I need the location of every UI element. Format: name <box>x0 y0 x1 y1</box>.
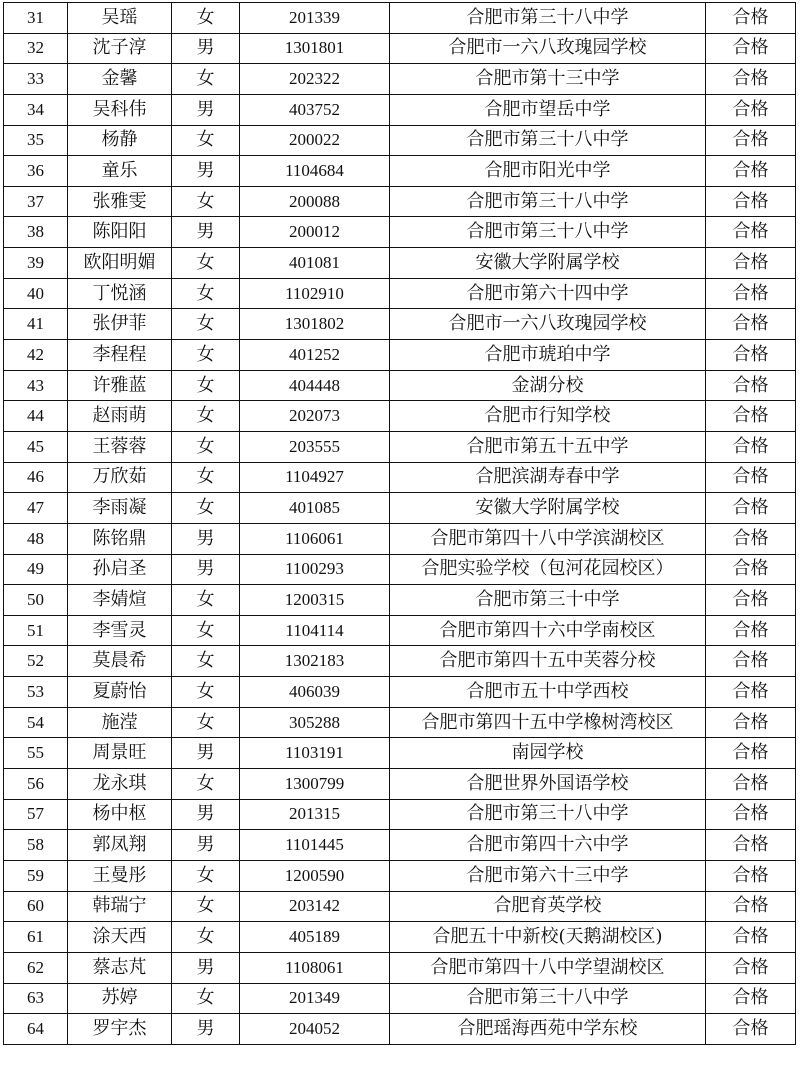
row-index-cell: 59 <box>4 860 68 891</box>
school-cell: 合肥市第三十八中学 <box>390 799 706 830</box>
school-cell: 合肥世界外国语学校 <box>390 769 706 800</box>
school-cell: 合肥瑶海西苑中学东校 <box>390 1014 706 1045</box>
student-id-cell: 200088 <box>240 186 390 217</box>
row-index-cell: 60 <box>4 891 68 922</box>
student-name-cell: 丁悦涵 <box>68 278 172 309</box>
student-name-cell: 陈阳阳 <box>68 217 172 248</box>
table-row <box>4 585 796 616</box>
result-cell: 合格 <box>706 799 796 830</box>
result-cell: 合格 <box>706 370 796 401</box>
student-id-cell: 1108061 <box>240 952 390 983</box>
school-cell: 合肥市行知学校 <box>390 401 706 432</box>
result-cell: 合格 <box>706 3 796 34</box>
result-cell: 合格 <box>706 952 796 983</box>
gender-cell: 女 <box>172 891 240 922</box>
row-index-cell: 62 <box>4 952 68 983</box>
result-cell: 合格 <box>706 860 796 891</box>
school-cell: 安徽大学附属学校 <box>390 493 706 524</box>
student-id-cell: 1301802 <box>240 309 390 340</box>
student-name-cell: 欧阳明媚 <box>68 248 172 279</box>
results-table <box>3 2 796 1045</box>
gender-cell: 女 <box>172 615 240 646</box>
student-name-cell: 张雅雯 <box>68 186 172 217</box>
table-row <box>4 125 796 156</box>
gender-cell: 男 <box>172 33 240 64</box>
school-cell: 合肥育英学校 <box>390 891 706 922</box>
row-index-cell: 43 <box>4 370 68 401</box>
student-name-cell: 陈铭鼎 <box>68 523 172 554</box>
table-row <box>4 186 796 217</box>
gender-cell: 女 <box>172 401 240 432</box>
table-row <box>4 462 796 493</box>
table-row <box>4 952 796 983</box>
student-id-cell: 202073 <box>240 401 390 432</box>
gender-cell: 女 <box>172 309 240 340</box>
student-id-cell: 204052 <box>240 1014 390 1045</box>
student-name-cell: 蔡志芃 <box>68 952 172 983</box>
row-index-cell: 36 <box>4 156 68 187</box>
student-id-cell: 1106061 <box>240 523 390 554</box>
table-row <box>4 738 796 769</box>
table-row <box>4 431 796 462</box>
school-cell: 合肥市第三十八中学 <box>390 3 706 34</box>
row-index-cell: 39 <box>4 248 68 279</box>
table-row <box>4 94 796 125</box>
student-name-cell: 杨中枢 <box>68 799 172 830</box>
school-cell: 合肥五十中新校(天鹅湖校区) <box>390 922 706 953</box>
gender-cell: 女 <box>172 922 240 953</box>
result-cell: 合格 <box>706 186 796 217</box>
gender-cell: 女 <box>172 3 240 34</box>
row-index-cell: 44 <box>4 401 68 432</box>
student-name-cell: 杨静 <box>68 125 172 156</box>
student-id-cell: 1300799 <box>240 769 390 800</box>
student-name-cell: 孙启圣 <box>68 554 172 585</box>
student-name-cell: 许雅蓝 <box>68 370 172 401</box>
student-id-cell: 1102910 <box>240 278 390 309</box>
student-name-cell: 苏婷 <box>68 983 172 1014</box>
row-index-cell: 57 <box>4 799 68 830</box>
row-index-cell: 47 <box>4 493 68 524</box>
student-id-cell: 401081 <box>240 248 390 279</box>
student-name-cell: 李雪灵 <box>68 615 172 646</box>
school-cell: 合肥市一六八玫瑰园学校 <box>390 33 706 64</box>
student-name-cell: 龙永琪 <box>68 769 172 800</box>
gender-cell: 男 <box>172 156 240 187</box>
table-row <box>4 156 796 187</box>
row-index-cell: 53 <box>4 677 68 708</box>
school-cell: 合肥市琥珀中学 <box>390 340 706 371</box>
table-row <box>4 891 796 922</box>
school-cell: 合肥市阳光中学 <box>390 156 706 187</box>
student-id-cell: 305288 <box>240 707 390 738</box>
student-name-cell: 莫晨希 <box>68 646 172 677</box>
gender-cell: 男 <box>172 952 240 983</box>
row-index-cell: 50 <box>4 585 68 616</box>
student-id-cell: 1104684 <box>240 156 390 187</box>
result-cell: 合格 <box>706 1014 796 1045</box>
row-index-cell: 51 <box>4 615 68 646</box>
result-cell: 合格 <box>706 983 796 1014</box>
result-cell: 合格 <box>706 156 796 187</box>
student-name-cell: 韩瑞宁 <box>68 891 172 922</box>
table-row <box>4 1014 796 1045</box>
gender-cell: 女 <box>172 248 240 279</box>
student-id-cell: 1100293 <box>240 554 390 585</box>
gender-cell: 女 <box>172 186 240 217</box>
school-cell: 合肥市第三十八中学 <box>390 983 706 1014</box>
school-cell: 合肥市第四十五中芙蓉分校 <box>390 646 706 677</box>
school-cell: 合肥市第六十四中学 <box>390 278 706 309</box>
gender-cell: 女 <box>172 462 240 493</box>
student-id-cell: 1200590 <box>240 860 390 891</box>
table-row <box>4 493 796 524</box>
gender-cell: 女 <box>172 493 240 524</box>
student-id-cell: 1200315 <box>240 585 390 616</box>
table-row <box>4 554 796 585</box>
table-row <box>4 309 796 340</box>
result-cell: 合格 <box>706 33 796 64</box>
row-index-cell: 48 <box>4 523 68 554</box>
table-row <box>4 615 796 646</box>
student-id-cell: 1302183 <box>240 646 390 677</box>
student-name-cell: 李程程 <box>68 340 172 371</box>
row-index-cell: 33 <box>4 64 68 95</box>
gender-cell: 男 <box>172 217 240 248</box>
student-name-cell: 吴科伟 <box>68 94 172 125</box>
gender-cell: 女 <box>172 677 240 708</box>
row-index-cell: 37 <box>4 186 68 217</box>
result-cell: 合格 <box>706 401 796 432</box>
result-cell: 合格 <box>706 830 796 861</box>
student-name-cell: 李雨凝 <box>68 493 172 524</box>
gender-cell: 女 <box>172 646 240 677</box>
row-index-cell: 41 <box>4 309 68 340</box>
result-cell: 合格 <box>706 340 796 371</box>
table-row <box>4 370 796 401</box>
row-index-cell: 32 <box>4 33 68 64</box>
table-row <box>4 33 796 64</box>
row-index-cell: 61 <box>4 922 68 953</box>
row-index-cell: 40 <box>4 278 68 309</box>
gender-cell: 女 <box>172 340 240 371</box>
school-cell: 合肥市第四十五中学橡树湾校区 <box>390 707 706 738</box>
student-id-cell: 406039 <box>240 677 390 708</box>
row-index-cell: 49 <box>4 554 68 585</box>
result-cell: 合格 <box>706 64 796 95</box>
school-cell: 合肥市第四十八中学滨湖校区 <box>390 523 706 554</box>
table-row <box>4 3 796 34</box>
school-cell: 合肥市第三十八中学 <box>390 186 706 217</box>
student-id-cell: 1103191 <box>240 738 390 769</box>
result-cell: 合格 <box>706 431 796 462</box>
result-cell: 合格 <box>706 646 796 677</box>
student-name-cell: 施滢 <box>68 707 172 738</box>
row-index-cell: 55 <box>4 738 68 769</box>
student-name-cell: 万欣茹 <box>68 462 172 493</box>
school-cell: 安徽大学附属学校 <box>390 248 706 279</box>
gender-cell: 男 <box>172 830 240 861</box>
student-id-cell: 200012 <box>240 217 390 248</box>
gender-cell: 男 <box>172 554 240 585</box>
result-cell: 合格 <box>706 462 796 493</box>
result-cell: 合格 <box>706 278 796 309</box>
student-name-cell: 罗宇杰 <box>68 1014 172 1045</box>
gender-cell: 男 <box>172 738 240 769</box>
table-row <box>4 707 796 738</box>
table-row <box>4 922 796 953</box>
result-cell: 合格 <box>706 615 796 646</box>
student-name-cell: 王曼彤 <box>68 860 172 891</box>
student-id-cell: 203555 <box>240 431 390 462</box>
result-cell: 合格 <box>706 523 796 554</box>
table-row <box>4 340 796 371</box>
result-cell: 合格 <box>706 738 796 769</box>
row-index-cell: 54 <box>4 707 68 738</box>
result-cell: 合格 <box>706 125 796 156</box>
row-index-cell: 35 <box>4 125 68 156</box>
table-row <box>4 983 796 1014</box>
table-row <box>4 523 796 554</box>
result-cell: 合格 <box>706 217 796 248</box>
gender-cell: 女 <box>172 64 240 95</box>
school-cell: 合肥滨湖寿春中学 <box>390 462 706 493</box>
student-id-cell: 203142 <box>240 891 390 922</box>
row-index-cell: 42 <box>4 340 68 371</box>
row-index-cell: 63 <box>4 983 68 1014</box>
gender-cell: 女 <box>172 585 240 616</box>
table-row <box>4 401 796 432</box>
table-row <box>4 860 796 891</box>
table-row <box>4 830 796 861</box>
table-row <box>4 248 796 279</box>
student-name-cell: 童乐 <box>68 156 172 187</box>
student-name-cell: 李婧煊 <box>68 585 172 616</box>
result-cell: 合格 <box>706 309 796 340</box>
student-id-cell: 200022 <box>240 125 390 156</box>
result-cell: 合格 <box>706 707 796 738</box>
student-name-cell: 夏蔚怡 <box>68 677 172 708</box>
result-cell: 合格 <box>706 554 796 585</box>
row-index-cell: 56 <box>4 769 68 800</box>
row-index-cell: 45 <box>4 431 68 462</box>
gender-cell: 女 <box>172 370 240 401</box>
school-cell: 合肥市五十中学西校 <box>390 677 706 708</box>
table-row <box>4 677 796 708</box>
student-id-cell: 403752 <box>240 94 390 125</box>
student-name-cell: 金馨 <box>68 64 172 95</box>
student-id-cell: 201315 <box>240 799 390 830</box>
row-index-cell: 34 <box>4 94 68 125</box>
school-cell: 合肥市第三十中学 <box>390 585 706 616</box>
school-cell: 合肥市望岳中学 <box>390 94 706 125</box>
school-cell: 合肥市第十三中学 <box>390 64 706 95</box>
student-name-cell: 吴瑶 <box>68 3 172 34</box>
result-cell: 合格 <box>706 677 796 708</box>
student-id-cell: 404448 <box>240 370 390 401</box>
table-row <box>4 769 796 800</box>
student-name-cell: 赵雨萌 <box>68 401 172 432</box>
gender-cell: 男 <box>172 94 240 125</box>
student-name-cell: 张伊菲 <box>68 309 172 340</box>
result-cell: 合格 <box>706 493 796 524</box>
result-cell: 合格 <box>706 769 796 800</box>
school-cell: 合肥市第四十六中学南校区 <box>390 615 706 646</box>
school-cell: 合肥市第六十三中学 <box>390 860 706 891</box>
student-id-cell: 201349 <box>240 983 390 1014</box>
table-row <box>4 278 796 309</box>
school-cell: 合肥市第三十八中学 <box>390 217 706 248</box>
gender-cell: 女 <box>172 707 240 738</box>
table-row <box>4 646 796 677</box>
result-cell: 合格 <box>706 585 796 616</box>
school-cell: 合肥实验学校（包河花园校区） <box>390 554 706 585</box>
student-name-cell: 周景旺 <box>68 738 172 769</box>
school-cell: 合肥市第四十八中学望湖校区 <box>390 952 706 983</box>
student-name-cell: 涂天西 <box>68 922 172 953</box>
student-name-cell: 沈子淳 <box>68 33 172 64</box>
table-row <box>4 64 796 95</box>
student-id-cell: 401085 <box>240 493 390 524</box>
school-cell: 金湖分校 <box>390 370 706 401</box>
school-cell: 合肥市第五十五中学 <box>390 431 706 462</box>
student-id-cell: 1104927 <box>240 462 390 493</box>
school-cell: 合肥市一六八玫瑰园学校 <box>390 309 706 340</box>
row-index-cell: 64 <box>4 1014 68 1045</box>
gender-cell: 男 <box>172 799 240 830</box>
row-index-cell: 46 <box>4 462 68 493</box>
gender-cell: 女 <box>172 278 240 309</box>
result-cell: 合格 <box>706 891 796 922</box>
table-body <box>4 3 796 1045</box>
row-index-cell: 31 <box>4 3 68 34</box>
gender-cell: 男 <box>172 1014 240 1045</box>
student-id-cell: 1101445 <box>240 830 390 861</box>
gender-cell: 女 <box>172 125 240 156</box>
gender-cell: 女 <box>172 431 240 462</box>
row-index-cell: 58 <box>4 830 68 861</box>
student-id-cell: 405189 <box>240 922 390 953</box>
result-cell: 合格 <box>706 922 796 953</box>
gender-cell: 男 <box>172 523 240 554</box>
student-id-cell: 1301801 <box>240 33 390 64</box>
school-cell: 南园学校 <box>390 738 706 769</box>
table-row <box>4 217 796 248</box>
result-cell: 合格 <box>706 94 796 125</box>
school-cell: 合肥市第三十八中学 <box>390 125 706 156</box>
row-index-cell: 38 <box>4 217 68 248</box>
student-name-cell: 王蓉蓉 <box>68 431 172 462</box>
student-id-cell: 201339 <box>240 3 390 34</box>
table-row <box>4 799 796 830</box>
student-id-cell: 1104114 <box>240 615 390 646</box>
school-cell: 合肥市第四十六中学 <box>390 830 706 861</box>
result-cell: 合格 <box>706 248 796 279</box>
gender-cell: 女 <box>172 983 240 1014</box>
gender-cell: 女 <box>172 860 240 891</box>
row-index-cell: 52 <box>4 646 68 677</box>
gender-cell: 女 <box>172 769 240 800</box>
student-id-cell: 401252 <box>240 340 390 371</box>
student-id-cell: 202322 <box>240 64 390 95</box>
student-name-cell: 郭凤翔 <box>68 830 172 861</box>
